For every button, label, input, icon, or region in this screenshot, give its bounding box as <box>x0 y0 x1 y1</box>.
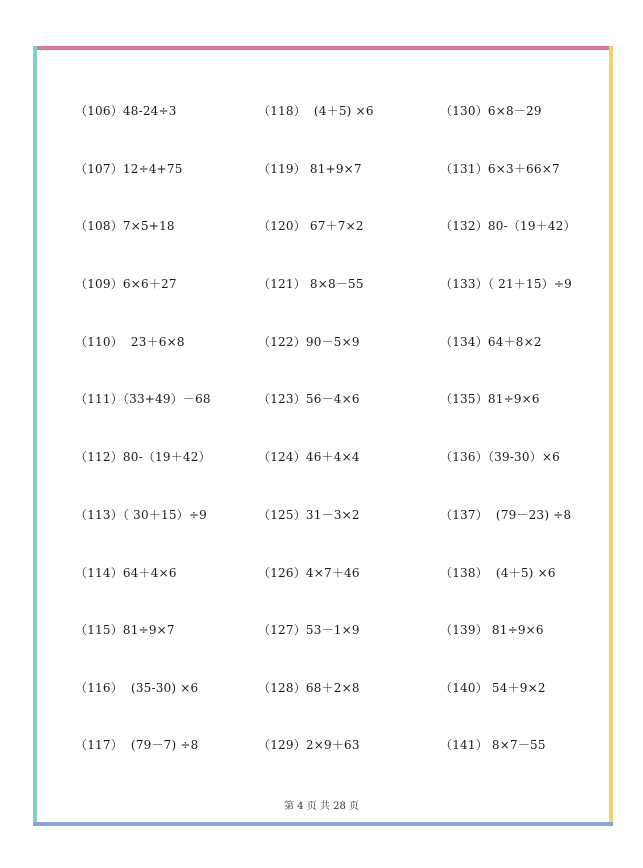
problem-130: （130）6×8－29 <box>440 104 542 118</box>
problem-123: （123）56－4×6 <box>258 392 360 406</box>
problem-109: （109）6×6＋27 <box>75 277 177 291</box>
problem-111: （111）（33+49）－68 <box>75 392 211 406</box>
page-number-footer: 第 4 页 共 28 页 <box>284 801 359 812</box>
problem-138: （138） (4＋5) ×6 <box>440 566 556 580</box>
problem-124: （124）46＋4×4 <box>258 450 360 464</box>
problem-137: （137） (79－23) ÷8 <box>440 508 572 522</box>
problem-141: （141） 8×7－55 <box>440 738 546 752</box>
problem-131: （131）6×3＋66×7 <box>440 162 560 176</box>
problem-122: （122）90－5×9 <box>258 335 360 349</box>
problem-125: （125）31－3×2 <box>258 508 360 522</box>
problem-106: （106）48-24÷3 <box>75 104 177 118</box>
problem-112: （112）80-（19＋42） <box>75 450 211 464</box>
problem-127: （127）53－1×9 <box>258 623 360 637</box>
problem-114: （114）64＋4×6 <box>75 566 177 580</box>
problem-121: （121） 8×8－55 <box>258 277 364 291</box>
problem-118: （118） (4＋5) ×6 <box>258 104 374 118</box>
problem-126: （126）4×7＋46 <box>258 566 360 580</box>
problem-107: （107）12÷4+75 <box>75 162 183 176</box>
problem-110: （110） 23＋6×8 <box>75 335 185 349</box>
problem-134: （134）64＋8×2 <box>440 335 542 349</box>
problem-113: （113）（ 30＋15）÷9 <box>75 508 207 522</box>
problem-133: （133）（ 21＋15）÷9 <box>440 277 572 291</box>
problem-108: （108）7×5+18 <box>75 219 175 233</box>
problem-139: （139） 81÷9×6 <box>440 623 544 637</box>
problem-129: （129）2×9＋63 <box>258 738 360 752</box>
problem-140: （140） 54＋9×2 <box>440 681 546 695</box>
problem-135: （135）81÷9×6 <box>440 392 540 406</box>
problem-132: （132）80-（19＋42） <box>440 219 576 233</box>
problem-115: （115）81÷9×7 <box>75 623 175 637</box>
problem-116: （116） (35-30) ×6 <box>75 681 199 695</box>
problem-128: （128）68＋2×8 <box>258 681 360 695</box>
problem-119: （119） 81+9×7 <box>258 162 362 176</box>
problem-136: （136）（39-30）×6 <box>440 450 560 464</box>
problem-120: （120） 67＋7×2 <box>258 219 364 233</box>
problem-117: （117） (79－7) ÷8 <box>75 738 199 752</box>
